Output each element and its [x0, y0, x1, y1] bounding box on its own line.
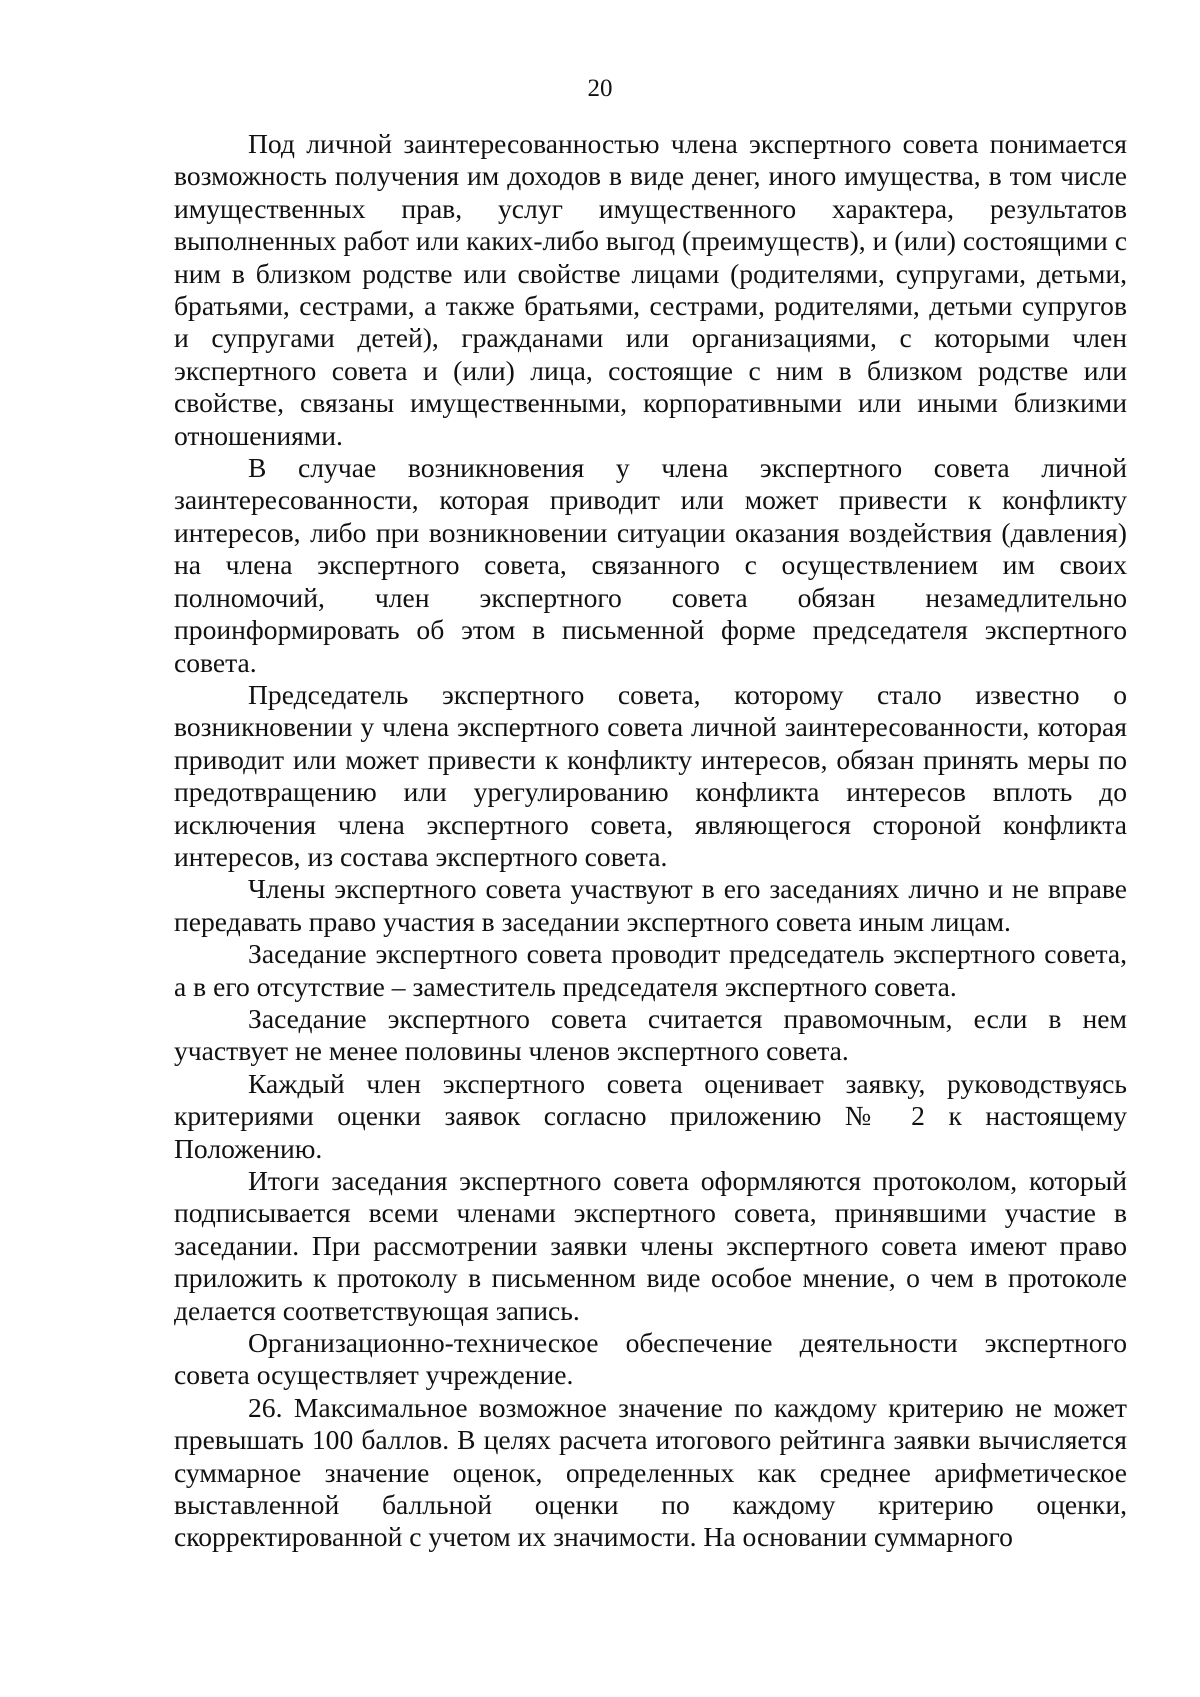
paragraph-application-evaluation: Каждый член экспертного совета оценивает заявку, руководствуясь критериями оценки заявок согласно приложению № 2 к настоящему Положению.: [174, 1067, 1127, 1164]
document-body: [174, 128, 1127, 1554]
paragraph-personal-participation: Члены экспертного совета участвуют в его заседаниях лично и не вправе передавать право участия в заседании экспертного совета иным лицам.: [174, 873, 1127, 937]
paragraph-organizational-support: Организационно-техническое обеспечение деятельности экспертного совета осуществляет учреждение.: [174, 1327, 1127, 1391]
paragraph-personal-interest: Под личной заинтересованностью члена экспертного совета понимается возможность получения им доходов в виде денег, иного имущества, в том числе имущественных прав, услуг имущественного характера, результатов выполненных работ или каких-либо выгод (преимуществ), и (или) состоящими с ним в близком родстве или свойстве лицами (родителями, супругами, детьми, братьями, сестрами, а также братьями, сестрами, родителями, детьми супругов и супругами детей), гражданами или организациями, с которыми член экспертного совета и (или) лица, состоящие с ним в близком родстве или свойстве, связаны имущественными, корпоративными или иными близкими отношениями.: [174, 128, 1127, 451]
paragraph-conflict-notification: В случае возникновения у члена экспертного совета личной заинтересованности, которая приводит или может привести к конфликту интересов, либо при возникновении ситуации оказания воздействия (давления) на члена экспертного совета, связанного с осуществлением им своих полномочий, член экспертного совета обязан незамедлительно проинформировать об этом в письменной форме председателя экспертного совета.: [174, 452, 1127, 678]
paragraph-quorum: Заседание экспертного совета считается правомочным, если в нем участвует не менее половины членов экспертного совета.: [174, 1002, 1127, 1067]
paragraph-meeting-protocol: Итоги заседания экспертного совета оформляются протоколом, который подписывается всеми членами экспертного совета, принявшими участие в заседании. При рассмотрении заявки члены экспертного совета имеют право приложить к протоколу в письменном виде особое мнение, о чем в протоколе делается соответствующая запись.: [174, 1165, 1127, 1326]
paragraph-26-max-score: 26. Максимальное возможное значение по каждому критерию не может превышать 100 баллов. В целях расчета итогового рейтинга заявки вычисляется суммарное значение оценок, определенных как среднее арифметическое выставленной балльной оценки по каждому критерию оценки, скорректированной с учетом их значимости. На основании суммарного: [174, 1391, 1127, 1553]
paragraph-chairman-measures: Председатель экспертного совета, которому стало известно о возникновении у члена экспертного совета личной заинтересованности, которая приводит или может привести к конфликту интересов, обязан принять меры по предотвращению или урегулированию конфликта интересов вплоть до исключения члена экспертного совета, являющегося стороной конфликта интересов, из состава экспертного совета.: [174, 678, 1127, 872]
paragraph-meeting-chair: Заседание экспертного совета проводит председатель экспертного совета, а в его отсутствие – заместитель председателя экспертного совета.: [174, 938, 1127, 1002]
page-number: 20: [587, 75, 613, 102]
